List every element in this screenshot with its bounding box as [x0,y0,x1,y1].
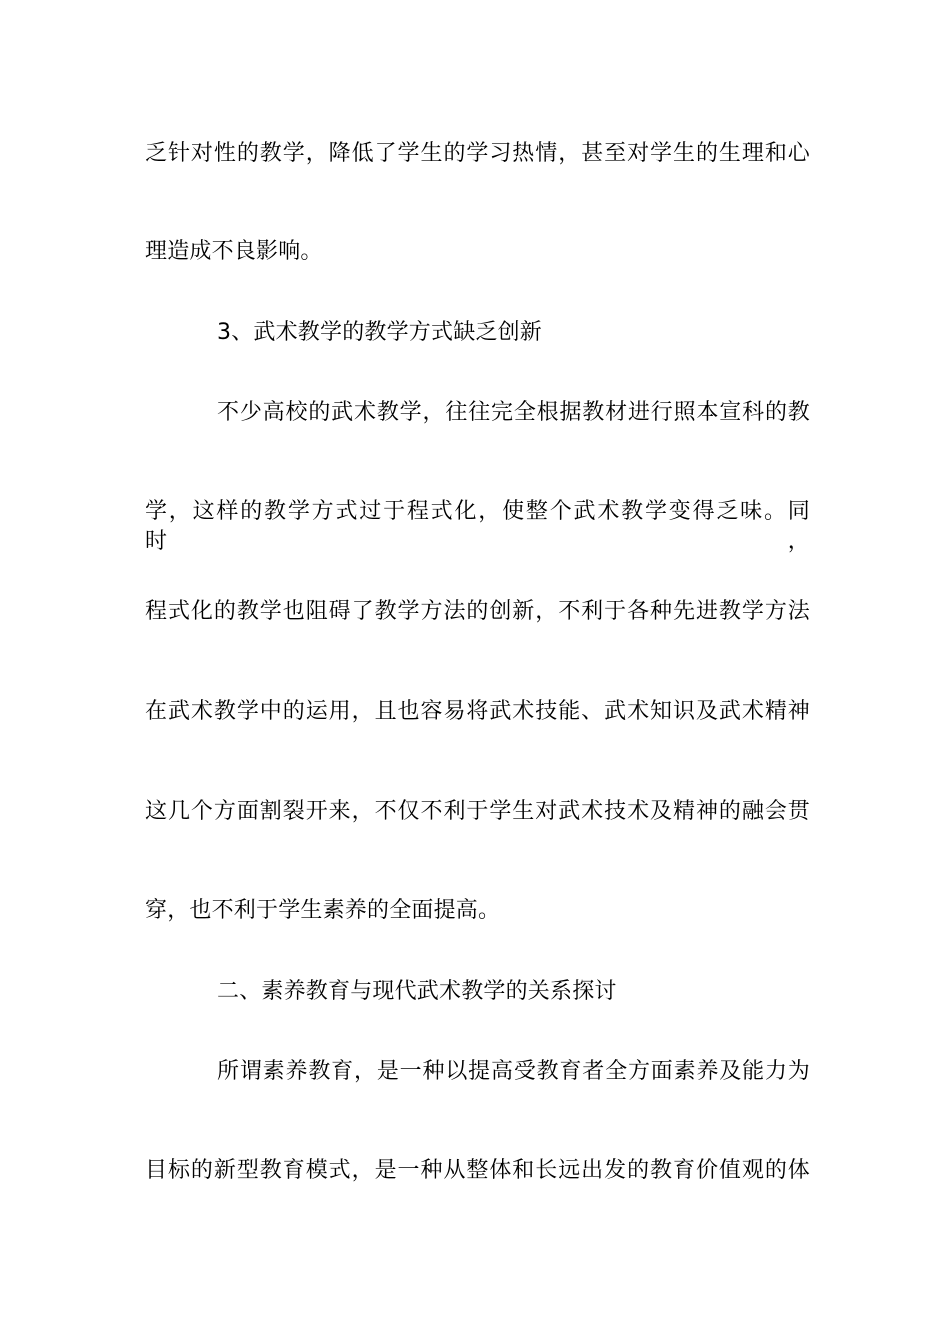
paragraph-line: 目标的新型教育模式，是一种从整体和长远出发的教育价值观的体 [145,1158,810,1183]
paragraph-line: 所谓素养教育，是一种以提高受教育者全方面素养及能力为 [217,1059,810,1084]
paragraph-line: 理造成不良影响。 [145,239,323,264]
paragraph-line: 不少高校的武术教学，往往完全根据教材进行照本宣科的教 [217,400,810,425]
paragraph-line: 程式化的教学也阻碍了教学方法的创新，不利于各种先进教学方法 [145,599,810,624]
section-heading: 3、武术教学的教学方式缺乏创新 [217,320,542,345]
paragraph-line: 乏针对性的教学，降低了学生的学习热情，甚至对学生的生理和心 [145,141,810,166]
paragraph-line: 穿，也不利于学生素养的全面提高。 [145,898,501,923]
paragraph-line: 这几个方面割裂开来，不仅不利于学生对武术技术及精神的融会贯 [145,799,810,824]
paragraph-line: 在武术教学中的运用，且也容易将武术技能、武术知识及武术精神 [145,699,810,724]
paragraph-line: 学，这样的教学方式过于程式化，使整个武术教学变得乏味。同时， [145,499,810,554]
section-heading: 二、素养教育与现代武术教学的关系探讨 [217,979,617,1004]
